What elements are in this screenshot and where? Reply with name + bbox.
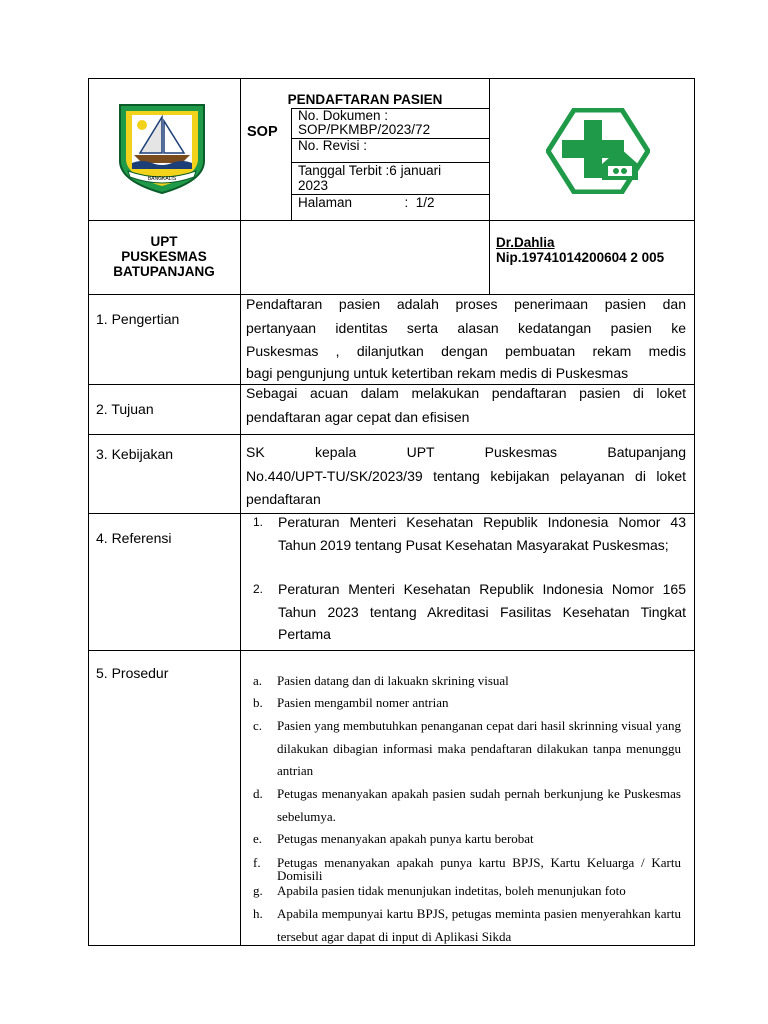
puskesmas-emblem-icon [546,108,650,194]
doc-number-label: No. Dokumen : [298,108,389,123]
list-item [253,715,681,783]
list-item-letter: b. [253,695,263,710]
tujuan-text [246,382,686,429]
list-item [253,783,681,828]
kebijakan-line: pendaftaran [246,491,321,507]
regional-emblem-icon [118,103,206,195]
list-item-letter: h. [253,906,263,921]
list-item-text: Apabila pasien tidak menunjukan indetitas, boleh menunjukan foto [277,883,626,898]
list-item-text: Peraturan Menteri Kesehatan Republik Indonesia Nomor 43 Tahun 2019 tentang Pusat Kesehatan Masyarakat Puskesmas; [278,514,686,553]
list-item-text: Petugas menanyakan apakah pasien sudah pernah berkunjung ke Puskesmas sebelumya. [277,786,681,824]
org-name [88,234,240,279]
list-item-text: Apabila mempunyai kartu BPJS, petugas meminta pasien menyerahkan kartu tersebut agar dapat di input di Aplikasi Sikda [277,906,681,944]
table-border-left [88,78,89,946]
list-item-letter: c. [253,718,263,733]
regional-logo [118,103,206,195]
regional-logo-text: BANGKALIS [147,176,177,182]
tujuan-line: pendaftaran agar cepat dan efisisen [246,408,470,425]
section-label-prosedur: 5. Prosedur [96,665,169,681]
list-item-text: Pasien mengambil nomer antrian [277,695,449,710]
list-item [253,692,681,715]
table-row-divider [88,434,695,435]
kebijakan-text [246,441,686,512]
revision-label: No. Revisi : [298,138,368,153]
list-item [253,670,681,693]
list-item [253,880,681,903]
table-border-top [88,78,695,79]
org-name-line: PUSKESMAS [121,249,207,264]
list-item-letter: a. [253,673,263,688]
pengertian-line: Puskesmas , dilanjutkan dengan pembuatan rekam medis [246,343,686,359]
list-item-text: Peraturan Menteri Kesehatan Republik Indonesia Nomor 165 Tahun 2023 tentang Akreditasi Fasilitas Kesehatan Tingkat Pertama [278,581,686,642]
table-column-divider [489,78,490,295]
list-item-letter: f. [253,855,261,870]
list-item-letter: g. [253,883,263,898]
page-number-label: Halaman : 1/2 [298,195,435,210]
tujuan-line: Sebagai acuan dalam melakukan pendaftaran pasien di loket [246,385,686,401]
org-name-line: UPT [150,234,178,249]
list-item-text: Petugas menanyakan apakah punya kartu berobat [277,831,534,846]
list-item [253,828,681,851]
list-item-letter: d. [253,786,263,801]
table-column-divider [240,78,241,946]
section-label-referensi: 4. Referensi [96,530,172,546]
list-item-number: 2. [253,582,264,596]
list-item [253,903,681,948]
pengertian-text [246,293,686,382]
doc-number-value: SOP/PKMBP/2023/72 [298,122,431,137]
sop-label: SOP [247,124,278,140]
table-column-divider [291,108,292,220]
list-item-number: 1. [253,515,264,529]
section-label-tujuan: 2. Tujuan [96,401,154,417]
list-item-text: Pasien datang dan di lakuakn skrining visual [277,673,509,688]
list-item-letter: e. [253,831,263,846]
kebijakan-line: No.440/UPT-TU/SK/2023/39 tentang kebijakan pelayanan di loket [246,467,686,484]
kebijakan-line: SK kepala UPT Puskesmas Batupanjang [246,444,686,460]
pengertian-line: bagi pengunjung untuk ketertiban rekam medis di Puskesmas [246,364,629,381]
puskesmas-logo [546,108,650,194]
head-name: Dr.Dahlia [496,235,555,250]
pengertian-line: Pendaftaran pasien adalah proses penerimaan pasien dan [246,296,686,312]
section-label-kebijakan: 3. Kebijakan [96,446,174,462]
table-border-right [694,78,695,946]
issue-date-year: 2023 [298,178,329,193]
table-row-divider [88,650,695,651]
list-item [253,578,686,646]
org-name-line: BATUPANJANG [113,264,215,279]
issue-date-label: Tanggal Terbit :6 januari [298,163,442,178]
table-row-divider [88,220,695,221]
head-nip: Nip.19741014200604 2 005 [496,250,665,265]
page-title: PENDAFTARAN PASIEN [287,92,443,107]
list-item [253,856,681,882]
pengertian-line: pertanyaan identitas serta alasan kedatangan pasien ke [246,319,686,336]
list-item-text: Petugas menanyakan apakah punya kartu BPJS, Kartu Keluarga / Kartu Domisili [277,855,681,883]
section-label-pengertian: 1. Pengertian [96,311,180,327]
list-item [253,511,686,556]
list-item-text: Pasien yang membutuhkan penanganan cepat dari hasil skrinning visual yang dilakukan dibagian informasi maka pendaftaran dilakukan tanpa menunggu antrian [277,718,681,778]
